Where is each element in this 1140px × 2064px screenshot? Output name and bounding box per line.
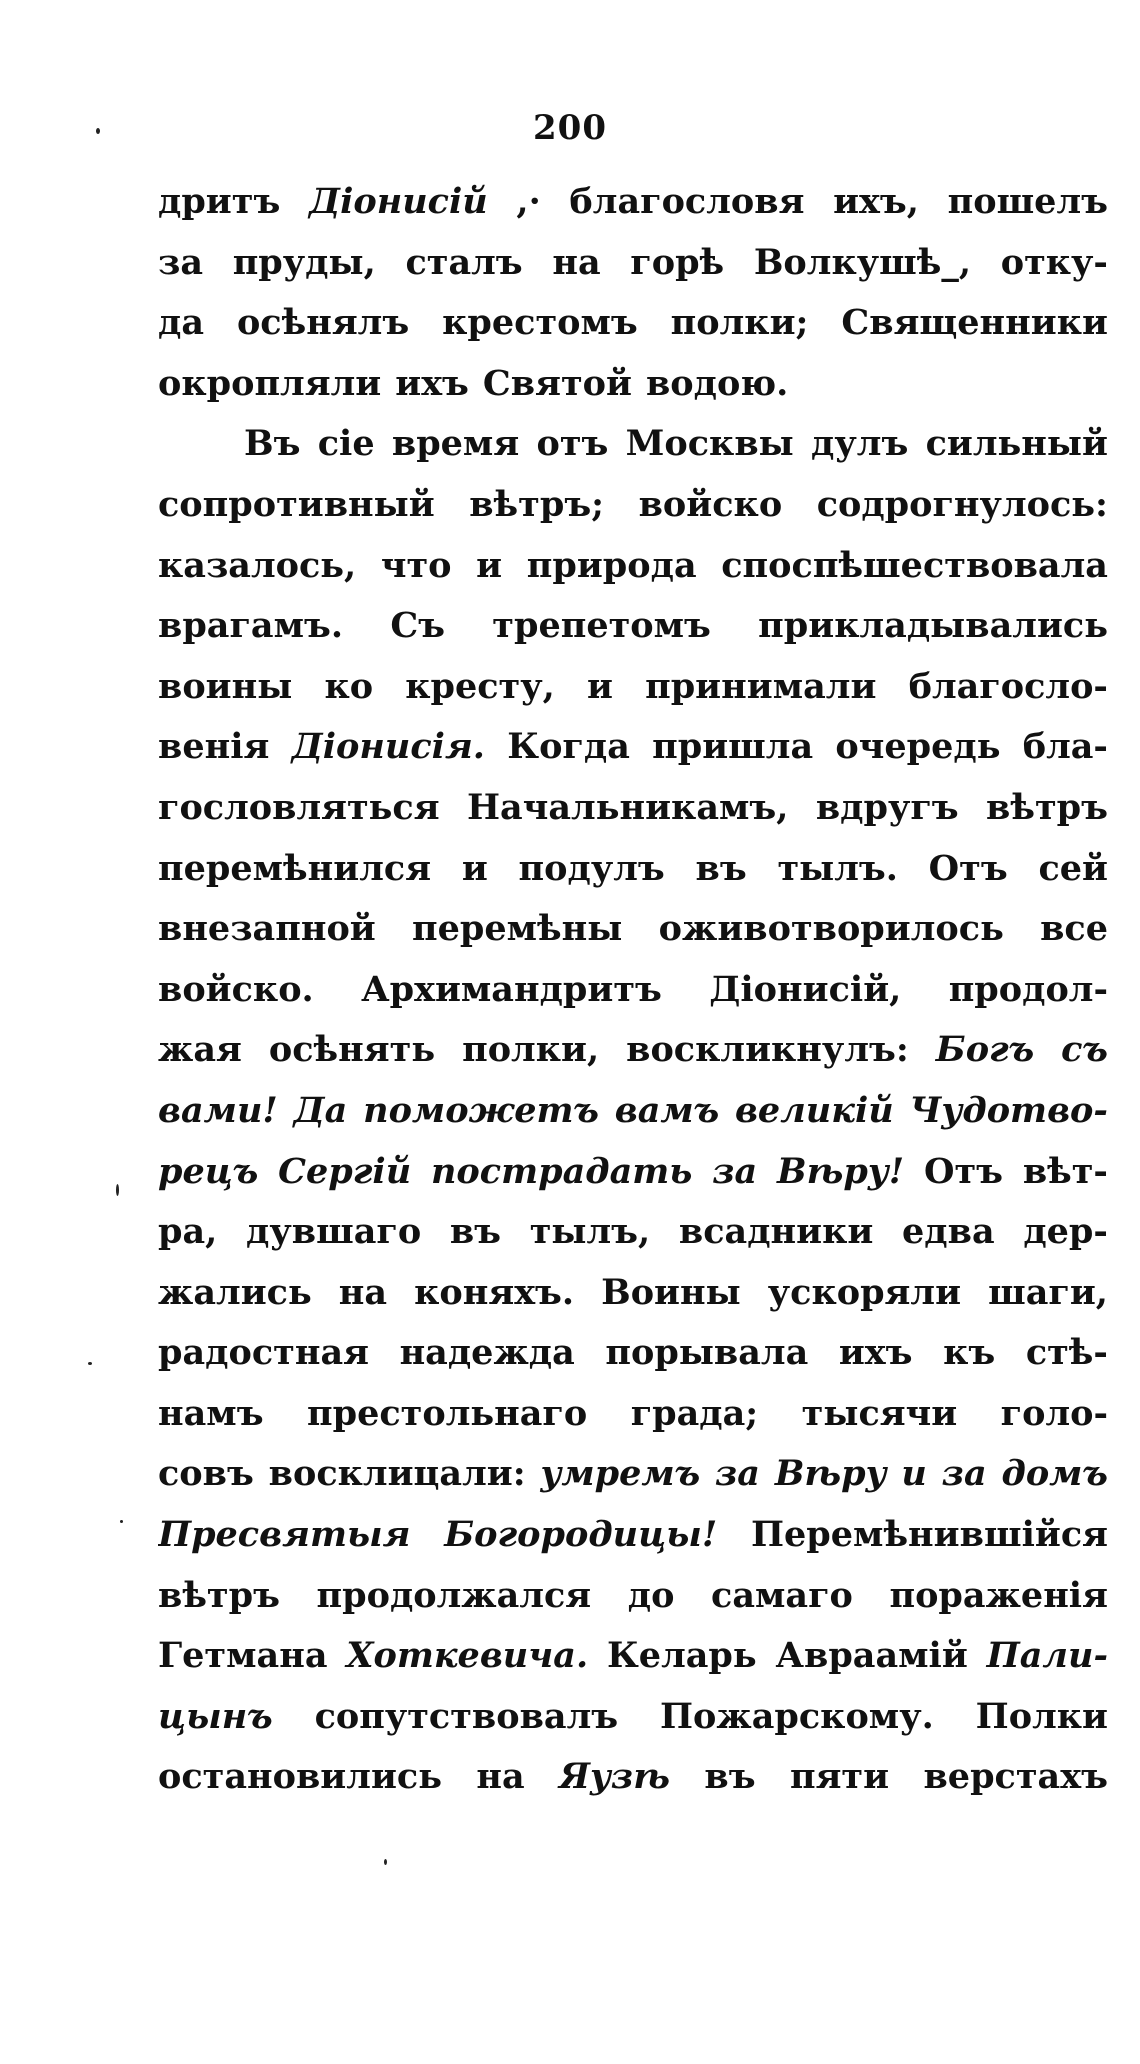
- text-line: [158, 1505, 1108, 1566]
- word: стѣ-: [1025, 1332, 1108, 1374]
- word: цынъ: [158, 1695, 273, 1737]
- word: пришла: [652, 726, 814, 768]
- word: до: [627, 1574, 675, 1616]
- word: кресту,: [405, 665, 555, 707]
- word: пруды,: [232, 241, 376, 283]
- word: остановились: [158, 1756, 442, 1798]
- text-line: [158, 233, 1108, 294]
- word: принимали: [645, 665, 877, 707]
- word: и: [476, 544, 503, 586]
- word: Сергій: [278, 1150, 412, 1192]
- word: вѣтръ: [986, 786, 1108, 828]
- word: ихъ,: [833, 181, 919, 222]
- word: Богородицы!: [444, 1514, 718, 1556]
- word: рецъ: [158, 1150, 259, 1192]
- text-line: [158, 1323, 1108, 1384]
- word: въ: [695, 847, 747, 889]
- word: Келарь: [606, 1635, 757, 1677]
- word: тысячи: [801, 1392, 958, 1434]
- word: вѣтръ: [158, 1574, 280, 1616]
- word: Въ: [244, 423, 301, 465]
- word: великій: [734, 1089, 894, 1131]
- word: къ: [943, 1332, 996, 1374]
- word: вами!: [158, 1089, 278, 1131]
- word: горѣ: [630, 241, 725, 283]
- word: Яузѣ: [559, 1756, 670, 1798]
- word: продолжался: [316, 1574, 592, 1616]
- text-line: [158, 1566, 1108, 1627]
- text-line: [158, 839, 1108, 900]
- word: на: [552, 241, 601, 283]
- word: Отъ: [923, 1150, 1003, 1192]
- text-line: [158, 1263, 1108, 1324]
- word: ускоряли: [767, 1271, 962, 1313]
- word: внезапной: [158, 908, 376, 950]
- word: ихъ: [838, 1332, 913, 1374]
- text-line: [158, 536, 1108, 597]
- word: ихъ: [395, 362, 469, 404]
- print-speck: [120, 1520, 123, 1523]
- word: за: [158, 241, 204, 283]
- text-line: [158, 657, 1108, 718]
- word: умремъ: [540, 1453, 701, 1495]
- word: Да: [293, 1089, 348, 1131]
- word: Пали-: [986, 1635, 1108, 1677]
- word: порывала: [605, 1332, 809, 1374]
- text-line: [158, 1384, 1108, 1445]
- text-line: [158, 899, 1108, 960]
- word: жая: [158, 1029, 242, 1071]
- word: Архимандритъ: [361, 968, 662, 1010]
- word: за: [712, 1150, 758, 1192]
- word: пяти: [789, 1756, 890, 1798]
- word: все: [1040, 908, 1108, 950]
- text-line: [158, 1444, 1108, 1505]
- word: и: [586, 665, 613, 707]
- word: коняхъ.: [414, 1271, 575, 1313]
- print-speck: [88, 1362, 92, 1365]
- text-line: [158, 354, 1108, 415]
- word: на: [338, 1271, 388, 1313]
- word: Діонисій,: [709, 968, 902, 1010]
- text-line: [158, 293, 1108, 354]
- word: гословляться: [158, 786, 440, 828]
- print-speck: [96, 128, 100, 134]
- word: сей: [1038, 847, 1108, 889]
- word: трепетомъ: [492, 605, 711, 647]
- word: перемѣны: [412, 908, 623, 950]
- word: сильный: [925, 423, 1108, 465]
- text-line: [158, 960, 1108, 1021]
- text-line: [158, 1020, 1108, 1081]
- word: Воины: [601, 1271, 741, 1313]
- word: войско: [638, 483, 783, 525]
- word: осѣнять: [268, 1029, 436, 1071]
- word: голо-: [1000, 1392, 1108, 1434]
- word: сіе: [317, 423, 375, 465]
- word: въ: [449, 1211, 502, 1253]
- text-line: [158, 1687, 1108, 1748]
- word: верстахъ: [923, 1756, 1108, 1798]
- word: Святой: [482, 362, 632, 404]
- page-number: 200: [533, 108, 607, 148]
- text-line: [158, 1626, 1108, 1687]
- word: время: [391, 423, 520, 465]
- text-line: [158, 1747, 1108, 1808]
- word: перемѣнился: [158, 847, 432, 889]
- word: Отъ: [928, 847, 1008, 889]
- word: града;: [630, 1392, 759, 1434]
- word: Гетмана: [158, 1635, 328, 1677]
- word: отъ: [536, 423, 609, 465]
- word: самаго: [711, 1574, 853, 1616]
- word: казалось,: [158, 544, 357, 586]
- word: врагамъ.: [158, 605, 344, 647]
- word: въ: [704, 1756, 756, 1798]
- word: осѣнялъ: [236, 302, 410, 344]
- text-line: [158, 778, 1108, 839]
- word: Когда: [507, 726, 630, 768]
- word: дувшаго: [246, 1211, 422, 1253]
- word: сопротивный: [158, 483, 435, 525]
- word: всадники: [678, 1211, 874, 1253]
- word: Пожарскому.: [659, 1695, 934, 1737]
- word: намъ: [158, 1392, 264, 1434]
- text-line: [158, 414, 1108, 475]
- word: водою.: [645, 362, 789, 404]
- word: полки,: [462, 1029, 600, 1071]
- word: крестомъ: [442, 302, 638, 344]
- word: содрогнулось:: [816, 483, 1108, 525]
- word: Богъ: [935, 1029, 1035, 1071]
- print-speck: [384, 1859, 387, 1865]
- word: ко: [324, 665, 374, 707]
- word: отку-: [1000, 241, 1108, 283]
- word: поможетъ: [363, 1089, 599, 1131]
- word: Начальникамъ,: [466, 786, 789, 828]
- word: воины: [158, 665, 293, 707]
- word: воскликнулъ:: [626, 1029, 909, 1071]
- word: Пресвятыя: [158, 1514, 411, 1556]
- word: жались: [158, 1271, 312, 1313]
- word: бла-: [1022, 726, 1108, 768]
- word: Авраамій: [775, 1635, 968, 1677]
- word: тылъ,: [529, 1211, 651, 1253]
- text-line: [158, 717, 1108, 778]
- print-speck: [116, 1184, 119, 1196]
- word: Москвы: [625, 423, 794, 465]
- word: Священники: [841, 302, 1108, 344]
- word: совъ: [158, 1453, 254, 1495]
- word: оживотворилось: [658, 908, 1004, 950]
- word: вѣтръ;: [469, 483, 605, 525]
- word: очередь: [835, 726, 1001, 768]
- word: вѣт-: [1022, 1150, 1108, 1192]
- word: окропляли: [158, 362, 382, 404]
- word: войско.: [158, 968, 314, 1010]
- word: Вѣру: [774, 1453, 887, 1495]
- text-line: [158, 1081, 1108, 1142]
- word: домъ: [1001, 1453, 1108, 1495]
- word: восклицали:: [268, 1453, 526, 1495]
- word: Чудотво-: [909, 1089, 1108, 1131]
- word: подулъ: [518, 847, 665, 889]
- word: шаги,: [988, 1271, 1108, 1313]
- word: продол-: [948, 968, 1108, 1010]
- body-text: [158, 172, 1108, 1808]
- word: Діонисія.: [291, 726, 485, 768]
- word: сталъ: [405, 241, 523, 283]
- word: природа: [526, 544, 697, 586]
- word: ,·: [516, 181, 541, 222]
- word: благосло-: [908, 665, 1108, 707]
- word: надежда: [399, 1332, 575, 1374]
- word: пораженія: [889, 1574, 1108, 1616]
- word: дритъ: [158, 181, 281, 222]
- word: на: [476, 1756, 525, 1798]
- word: пострадать: [430, 1150, 693, 1192]
- text-line: [158, 475, 1108, 536]
- word: за: [714, 1453, 760, 1495]
- text-line: [158, 1202, 1108, 1263]
- word: сопутствовалъ: [314, 1695, 619, 1737]
- word: споспѣшествовала: [721, 544, 1108, 586]
- word: вдругъ: [815, 786, 959, 828]
- word: и: [901, 1453, 927, 1495]
- text-line: [158, 596, 1108, 657]
- word: едва: [902, 1211, 995, 1253]
- word: тылъ.: [777, 847, 898, 889]
- word: дулъ: [811, 423, 909, 465]
- word: Діонисій: [308, 181, 488, 222]
- word: Хоткевича.: [346, 1635, 589, 1677]
- word: за: [941, 1453, 987, 1495]
- word: престольнаго: [307, 1392, 588, 1434]
- word: Съ: [390, 605, 446, 647]
- word: пошелъ: [947, 181, 1108, 222]
- word: благословя: [569, 181, 805, 222]
- text-line: [158, 1142, 1108, 1203]
- word: прикладывались: [758, 605, 1108, 647]
- word: Вѣру!: [777, 1150, 905, 1192]
- word: Волкушѣ_,: [753, 241, 972, 283]
- word: вамъ: [614, 1089, 720, 1131]
- word: ра,: [158, 1211, 218, 1253]
- text-line: [158, 172, 1108, 233]
- word: Перемѣнившійся: [750, 1514, 1108, 1556]
- word: Полки: [975, 1695, 1108, 1737]
- word: что: [380, 544, 452, 586]
- word: дер-: [1023, 1211, 1108, 1253]
- word: да: [158, 302, 205, 344]
- word: полки;: [670, 302, 809, 344]
- word: венія: [158, 726, 270, 768]
- word: и: [461, 847, 488, 889]
- word: радостная: [158, 1332, 369, 1374]
- word: съ: [1061, 1029, 1108, 1071]
